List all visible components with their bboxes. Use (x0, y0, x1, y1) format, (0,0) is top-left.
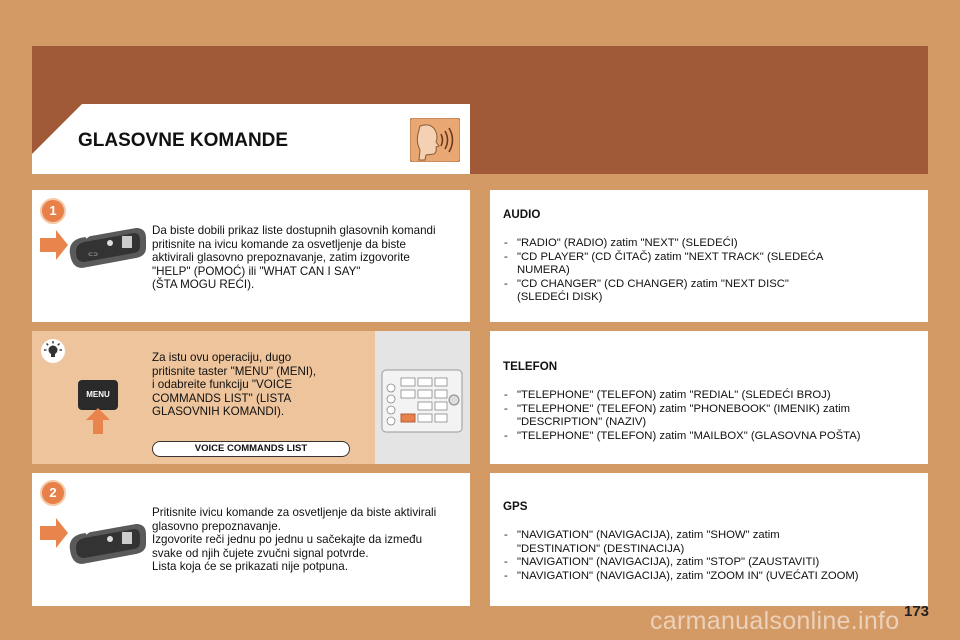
list-item: - "CD CHANGER" (CD CHANGER) zatim "NEXT DISC" (SLEDEĆI DISK) (504, 278, 834, 305)
list-item: - "NAVIGATION" (NAVIGACIJA), zatim "STOP" (ZAUSTAVITI) (504, 556, 924, 570)
list-item: - "RADIO" (RADIO) zatim "NEXT" (SLEDEĆI) (504, 237, 834, 251)
voice-commands-list-button[interactable]: VOICE COMMANDS LIST (152, 441, 350, 457)
arrow-right-icon (40, 518, 68, 548)
gps-command-list (504, 529, 924, 583)
step-2-badge: 2 (40, 480, 66, 506)
watermark: carmanualsonline.info (650, 607, 900, 635)
page-number: 173 (904, 603, 930, 620)
telefon-command-list (504, 389, 924, 443)
light-bulb-icon (40, 338, 66, 364)
step2-text: Pritisnite ivicu komande za osvetljenje da biste aktivirali glasovno prepoznavanje. Izgovorite reči jednu po jednu u sačekajte da između svake od njih čujete zvučni signal potvrde. Lista koja će se prikazati nije potpuna. (152, 506, 437, 574)
menu-key: MENU (78, 380, 118, 410)
telefon-heading: TELEFON (503, 360, 558, 373)
voice-command-icon (410, 118, 460, 162)
radio-unit-icon (381, 366, 463, 436)
tip-text: Za istu ovu operaciju, dugo pritisnite taster "MENU" (MENI), i odabreite funkciju "VOICE COMMANDS LIST" (LISTA GLASOVNIH KOMANDI). (152, 351, 317, 419)
list-item: - "TELEPHONE" (TELEFON) zatim "REDIAL" (SLEDEĆI BROJ) (504, 389, 924, 403)
page-title: GLASOVNE KOMANDE (78, 130, 289, 151)
arrow-right-icon (40, 230, 68, 260)
list-item: - "NAVIGATION" (NAVIGACIJA), zatim "ZOOM IN" (UVEĆATI ZOOM) (504, 570, 924, 584)
svg-text:⊂⊃: ⊂⊃ (88, 252, 99, 258)
list-item: - "CD PLAYER" (CD ČITAČ) zatim "NEXT TRACK" (SLEDEĆA NUMERA) (504, 251, 834, 278)
list-item: - "TELEPHONE" (TELEFON) zatim "PHONEBOOK" (IMENIK) zatim "DESCRIPTION" (NAZIV) (504, 403, 924, 430)
step-1-badge: 1 (40, 198, 66, 224)
audio-command-list (504, 237, 834, 305)
lighting-stalk-icon (66, 222, 148, 272)
gps-heading: GPS (503, 500, 528, 513)
arrow-up-icon (86, 408, 110, 434)
list-item: - "NAVIGATION" (NAVIGACIJA), zatim "SHOW" zatim "DESTINATION" (DESTINACIJA) (504, 529, 924, 556)
lighting-stalk-icon (66, 518, 148, 568)
audio-heading: AUDIO (503, 208, 541, 221)
step1-text: Da biste dobili prikaz liste dostupnih glasovnih komandi pritisnite na ivicu komande za osvetljenje da biste aktivirali glasovno prepoznavanje, zatim izgovorite "HELP" (POMOĆ) ili "WHAT CAN I SAY" (ŠTA MOGU REĆI). (152, 224, 436, 292)
list-item: - "TELEPHONE" (TELEFON) zatim "MAILBOX" (GLASOVNA POŠTA) (504, 430, 924, 444)
